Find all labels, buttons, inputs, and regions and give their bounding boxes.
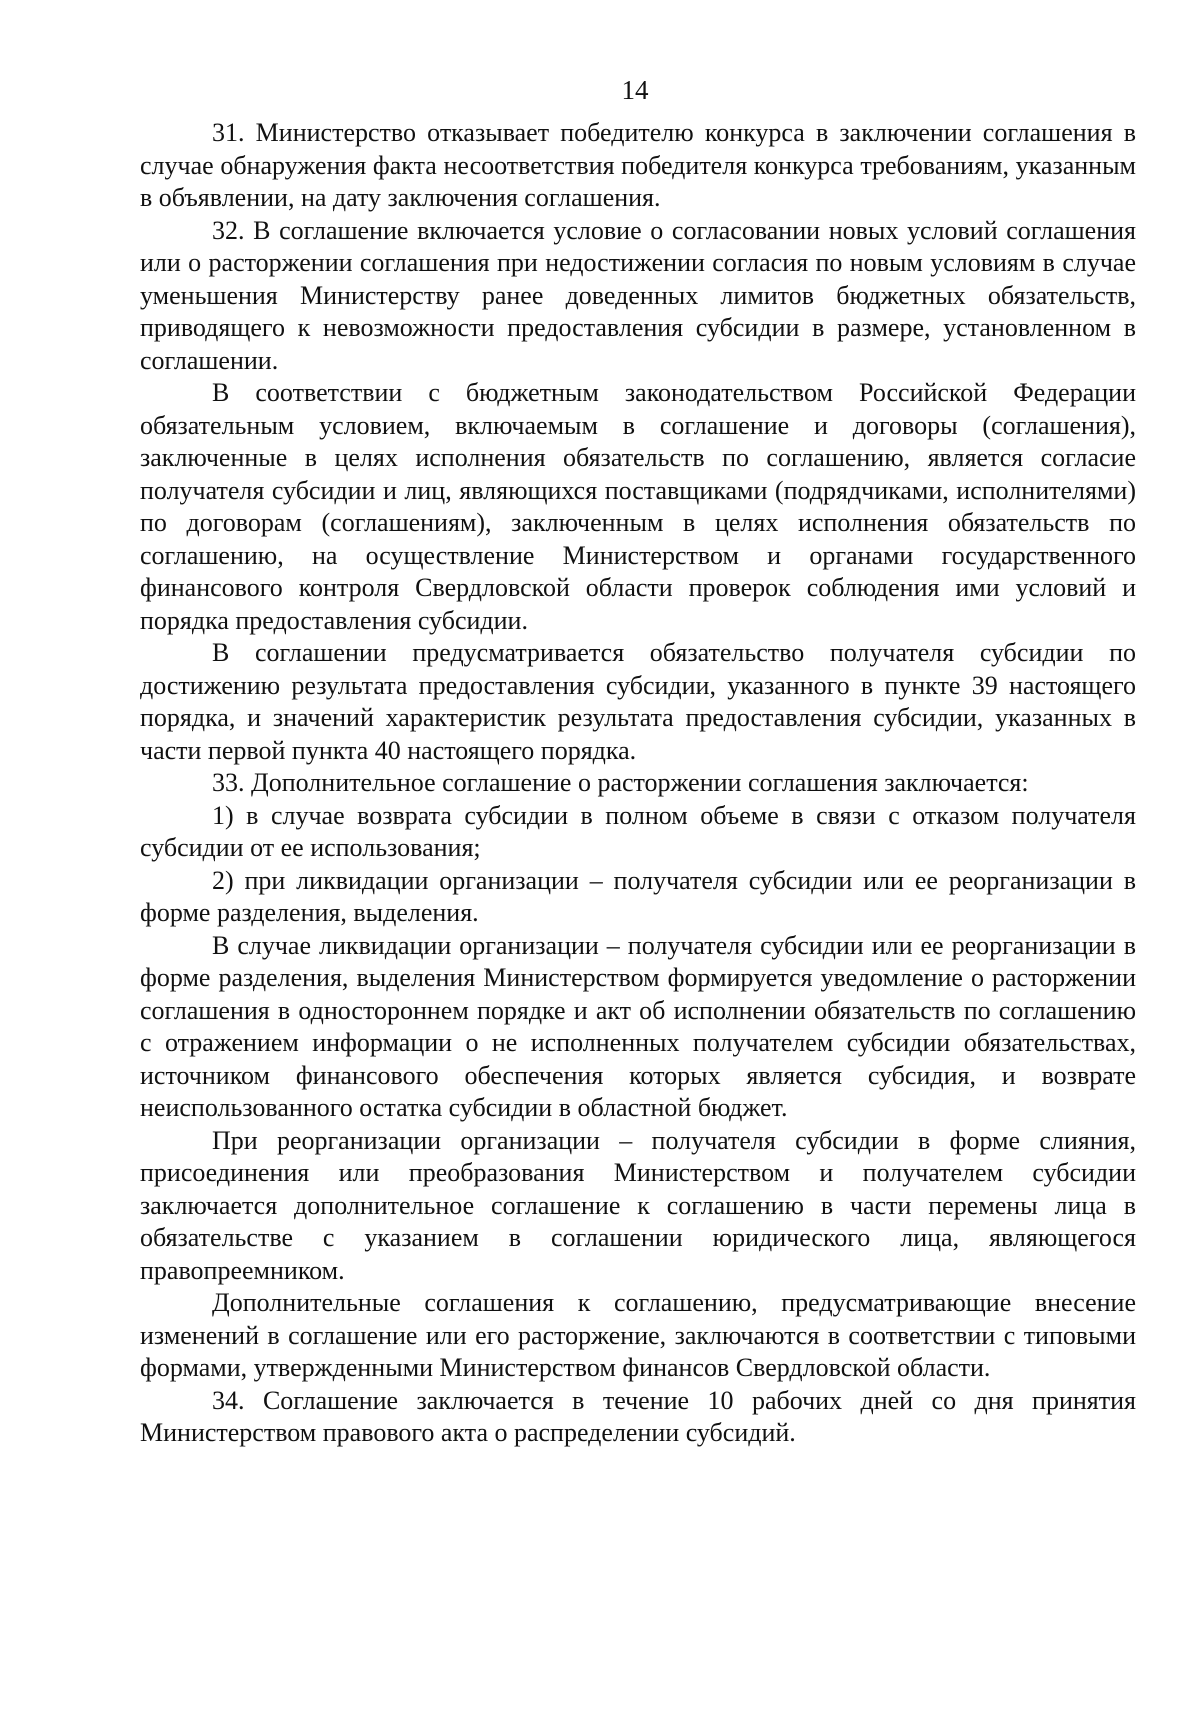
paragraph-34: 34. Соглашение заключается в течение 10 рабочих дней со дня принятия Министерством правового акта о распределении субсидий. bbox=[140, 1385, 1136, 1447]
paragraph-32-result-obligation: В соглашении предусматривается обязательство получателя субсидии по достижению результата предоставления субсидии, указанного в пункте 39 настоящего порядка, и значений характеристик результата предоставления субсидии, указанных в части первой пункта 40 настоящего порядка. bbox=[140, 638, 1136, 765]
paragraph-33-item-2: 2) при ликвидации организации – получателя субсидии или ее реорганизации в форме разделения, выделения. bbox=[140, 865, 1136, 927]
paragraph-33-liquidation: В случае ликвидации организации – получателя субсидии или ее реорганизации в форме разделения, выделения Министерством формируется уведомление о расторжении соглашения в одностороннем порядке и акт об исполнении обязательств по соглашению с отражением информации о не исполненных получателем субсидии обязательствах, источником финансового обеспечения которых является субсидия, и возврате неиспользованного остатка субсидии в областной бюджет. bbox=[140, 930, 1136, 1122]
paragraph-33-additional-agreements: Дополнительные соглашения к соглашению, предусматривающие внесение изменений в соглашение или его расторжение, заключаются в соответствии с типовыми формами, утвержденными Министерством финансов Свердловской области. bbox=[140, 1288, 1136, 1382]
paragraph-33: 33. Дополнительное соглашение о расторжении соглашения заключается: bbox=[212, 768, 1029, 797]
paragraph-32: 32. В соглашение включается условие о согласовании новых условий соглашения или о расторжении соглашения при недостижении согласия по новым условиям в случае уменьшения Министерству ранее доведенных лимитов бюджетных обязательств, приводящего к невозможности предоставления субсидии в размере, установленном в соглашении. bbox=[140, 215, 1136, 375]
page-number: 14 bbox=[621, 75, 649, 105]
paragraph-32-budget-law: В соответствии с бюджетным законодательством Российской Федерации обязательным условием, включаемым в соглашение и договоры (соглашения), заключенные в целях исполнения обязательств по соглашению, является согласие получателя субсидии и лиц, являющихся поставщиками (подрядчиками, исполнителями) по договорам (соглашениям), заключенным в целях исполнения обязательств по соглашению, на осуществление Министерством и органами государственного финансового контроля Свердловской области проверок соблюдения ими условий и порядка предоставления субсидии. bbox=[140, 378, 1136, 635]
paragraph-33-item-1: 1) в случае возврата субсидии в полном объеме в связи с отказом получателя субсидии от ее использования; bbox=[140, 800, 1136, 862]
paragraph-31: 31. Министерство отказывает победителю конкурса в заключении соглашения в случае обнаружения факта несоответствия победителя конкурса требованиям, указанным в объявлении, на дату заключения соглашения. bbox=[140, 118, 1136, 212]
document-body bbox=[140, 117, 1136, 1450]
paragraph-33-reorganization: При реорганизации организации – получателя субсидии в форме слияния, присоединения или преобразования Министерством и получателем субсидии заключается дополнительное соглашение к соглашению в части перемены лица в обязательстве с указанием в соглашении юридического лица, являющегося правопреемником. bbox=[140, 1125, 1136, 1285]
